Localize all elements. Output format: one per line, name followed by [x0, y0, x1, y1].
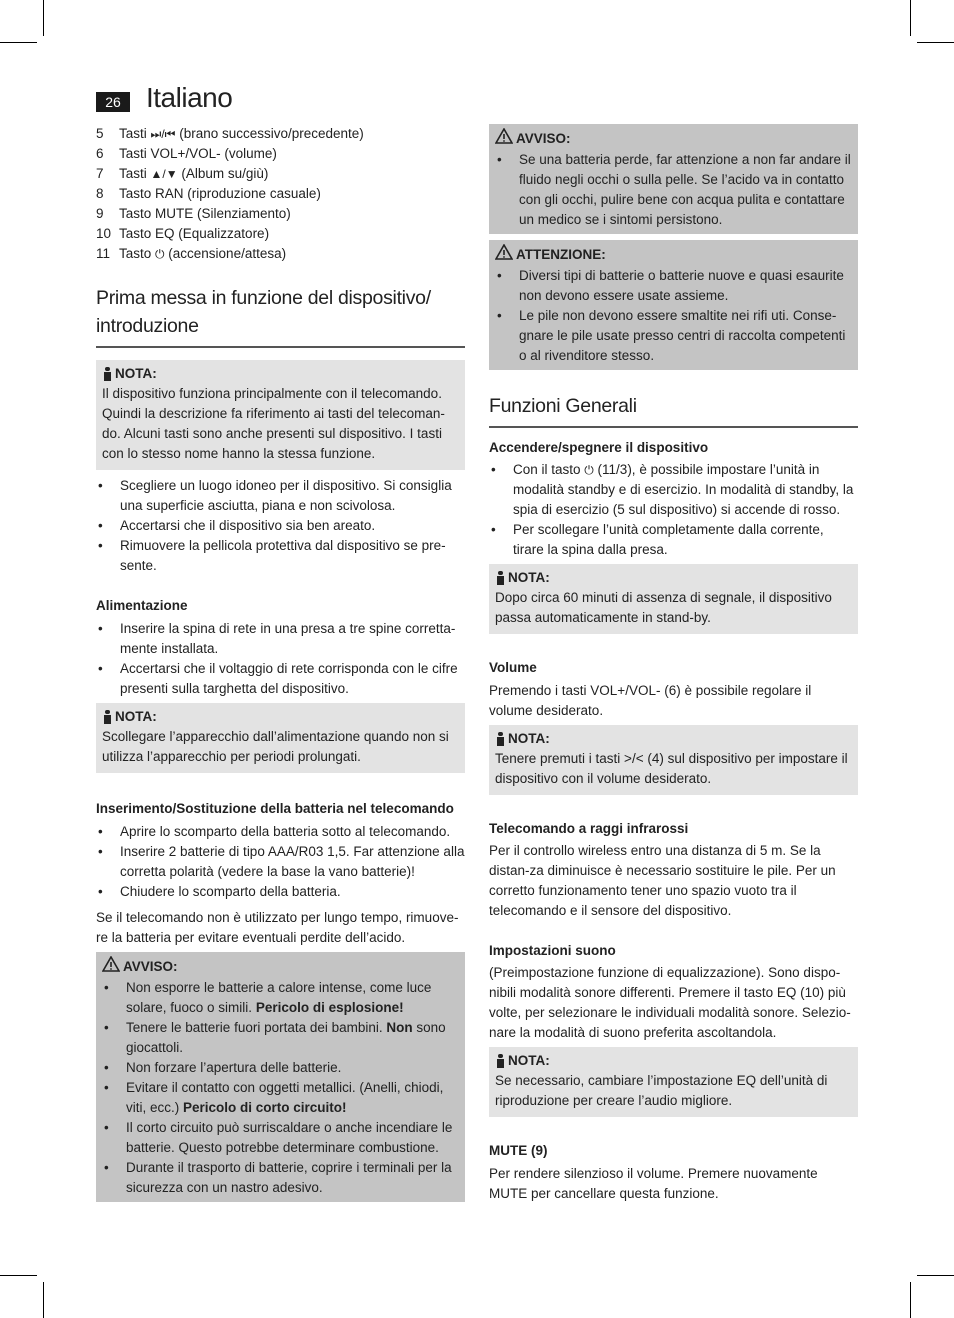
- controls-list: [96, 124, 465, 264]
- list-item: • Durante il trasporto di batterie, coprire i terminali per la sicurezza con un nastro adesivo.: [102, 1158, 459, 1198]
- caution-box: ATTENZIONE: • Diversi tipi di batterie o batterie nuove e quasi esaurite non devono essere usate assieme. • Le pile non devono essere smaltite nei rifi uti. Conse-gnare le pile usate presso centri di raccolta competenti o al rivenditore stesso.: [489, 240, 858, 370]
- warning-icon: [495, 244, 513, 266]
- subheading-onoff: Accendere/spegnere il dispositivo: [489, 440, 709, 455]
- crop-mark: [0, 1275, 37, 1276]
- page-title: Italiano: [146, 82, 233, 113]
- list-item: • Evitare il contatto con oggetti metallici. (Anelli, chiodi, viti, ecc.) Pericolo di corto circuito!: [102, 1078, 459, 1118]
- list-item: 10 Tasto EQ (Equalizzatore): [96, 226, 270, 241]
- note-box: NOTA: Dopo circa 60 minuti di assenza di segnale, il dispositivo passa automaticamente in stand-by.: [489, 564, 858, 634]
- page-number: 26: [96, 92, 130, 112]
- intro-bullets: [96, 476, 465, 576]
- subheading-volume: Volume: [489, 660, 537, 675]
- power-icon: ⏻: [155, 247, 165, 261]
- onoff-bullets: [489, 460, 858, 560]
- subheading-sound: Impostazioni suono: [489, 943, 616, 958]
- right-column: [489, 124, 858, 1204]
- note-box: NOTA: Scollegare l’apparecchio dall’alimentazione quando non si utilizza l’apparecchio per periodi prolungati.: [96, 703, 465, 773]
- list-item: • Scegliere un luogo idoneo per il dispositivo. Si consiglia una superficie asciutta, piana e non scivolosa.: [96, 476, 465, 516]
- list-item: • Non forzare l’apertura delle batterie.: [102, 1058, 459, 1078]
- info-icon: [495, 1054, 505, 1068]
- list-item: • Il corto circuito può surriscaldare o anche incendiare le batterie. Questo potrebbe determinare combustione.: [102, 1118, 459, 1158]
- skip-icon: ⏭/⏮: [150, 127, 176, 141]
- power-icon: ⏻: [584, 463, 594, 477]
- list-item: 11 Tasto ⏻ (accensione/attesa): [96, 246, 287, 261]
- ir-paragraph: Per il controllo wireless entro una distanza di 5 m. Se la distan-za diminuisce è necessario sostituire le pile. Per un corretto funzionamento tener uno spazio vuoto tra il telecomando e il sensore del dispositivo.: [489, 843, 836, 918]
- crop-mark: [917, 1275, 954, 1276]
- subheading-power: Alimentazione: [96, 598, 188, 613]
- subheading-ir: Telecomando a raggi infrarossi: [489, 821, 689, 836]
- list-item: • Non esporre le batterie a calore intense, come luce solare, fuoco o simili. Pericolo di esplosione!: [102, 978, 459, 1018]
- warning-box: AVVISO: • Non esporre le batterie a calore intense, come luce solare, fuoco o simili. Pericolo di esplosione! • Tenere le batterie fuori portata dei bambini. Non sono giocattoli. • Non forzare l’apertura delle batterie. • Evitare il contatto con oggetti metallici. (Anelli, chiodi, viti, ecc.) Pericolo di corto circuito! • Il corto circuito può surriscaldare o anche incendiare le batterie. Questo potrebbe determinare combustione. • Durante il trasporto di batterie, coprire i terminali per la sicurezza con un nastro adesivo.: [96, 952, 465, 1202]
- list-item: • Diversi tipi di batterie o batterie nuove e quasi esaurite non devono essere usate assieme.: [495, 266, 852, 306]
- power-bullets: [96, 619, 465, 699]
- list-item: • Chiudere lo scomparto della batteria.: [96, 882, 465, 902]
- battery-bullets: [96, 822, 465, 902]
- battery-paragraph: Se il telecomando non è utilizzato per lungo tempo, rimuove-re la batteria per evitare eventuali perdite dell’acido.: [96, 910, 459, 945]
- info-icon: [102, 367, 112, 381]
- warning-box: AVVISO: • Se una batteria perde, far attenzione a non far andare il fluido negli occhi o sulla pelle. Se l’acido va in contatto con gli occhi, pulire bene con acqua pulita e contattare un medico se i sintomi persistono.: [489, 124, 858, 234]
- subheading-battery: Inserimento/Sostituzione della batteria nel telecomando: [96, 801, 454, 816]
- note-box: NOTA: Tenere premuti i tasti >/< (4) sul dispositivo per impostare il dispositivo con il volume desiderato.: [489, 725, 858, 795]
- list-item: • Tenere le batterie fuori portata dei bambini. Non sono giocattoli.: [102, 1018, 459, 1058]
- arrow-up-down-icon: ▲/▼: [150, 167, 178, 181]
- list-item: 8 Tasto RAN (riproduzione casuale): [96, 186, 321, 201]
- list-item: • Se una batteria perde, far attenzione a non far andare il fluido negli occhi o sulla pelle. Se l’acido va in contatto con gli occhi, pulire bene con acqua pulita e contattare un medico se i sintomi persistono.: [495, 150, 852, 230]
- left-column: [96, 124, 465, 1202]
- list-item: • Le pile non devono essere smaltite nei rifi uti. Conse-gnare le pile usate presso centri di raccolta competenti o al rivenditore stesso.: [495, 306, 852, 366]
- warning-icon: [102, 956, 120, 978]
- mute-paragraph: Per rendere silenzioso il volume. Premere nuovamente MUTE per cancellare questa funzione.: [489, 1166, 818, 1201]
- section-heading-intro: Prima messa in funzione del dispositivo/ introduzione: [96, 284, 465, 348]
- volume-paragraph: Premendo i tasti VOL+/VOL- (6) è possibile regolare il volume desiderato.: [489, 683, 812, 718]
- list-item: 9 Tasto MUTE (Silenziamento): [96, 206, 291, 221]
- list-item: • Aprire lo scomparto della batteria sotto al telecomando.: [96, 822, 465, 842]
- crop-mark: [910, 0, 911, 36]
- list-item: 6 Tasti VOL+/VOL- (volume): [96, 146, 277, 161]
- crop-mark: [917, 42, 954, 43]
- info-icon: [495, 732, 505, 746]
- info-icon: [102, 710, 112, 724]
- subheading-mute: MUTE (9): [489, 1143, 548, 1158]
- list-item: 7 Tasti ▲/▼ (Album su/giù): [96, 166, 269, 181]
- crop-mark: [43, 0, 44, 36]
- note-box: NOTA: Il dispositivo funziona principalmente con il telecomando. Quindi la descrizione fa riferimento ai tasti del telecoman-do. Alcuni tasti sono anche presenti sul dispositivo. I tasti con lo stesso nome hanno la stessa funzione.: [96, 360, 465, 470]
- sound-paragraph: (Preimpostazione funzione di equalizzazione). Sono dispo-nibili modalità sonore differenti. Premere il tasto EQ (10) più volte, per selezionare le individuali modalità sonore. Selezio-nare la modalità di suono preferita ascoltandola.: [489, 965, 851, 1040]
- note-box: NOTA: Se necessario, cambiare l’impostazione EQ dell’unità di riproduzione per creare l’audio migliore.: [489, 1047, 858, 1117]
- info-icon: [495, 571, 505, 585]
- list-item: 5 Tasti ⏭/⏮ (brano successivo/precedente): [96, 126, 364, 141]
- caution-list: [495, 266, 852, 366]
- list-item: • Accertarsi che il voltaggio di rete corrisponda con le cifre presenti sulla targhetta del dispositivo.: [96, 659, 465, 699]
- list-item: • Con il tasto ⏻ (11/3), è possibile impostare l’unità in modalità standby e di esercizio. In modalità di standby, la spia di esercizio (5 sul dispositivo) si accende di rosso.: [489, 460, 858, 520]
- section-heading-general: Funzioni Generali: [489, 392, 858, 428]
- warning-icon: [495, 128, 513, 150]
- list-item: • Rimuovere la pellicola protettiva dal dispositivo se pre-sente.: [96, 536, 465, 576]
- list-item: • Accertarsi che il dispositivo sia ben areato.: [96, 516, 465, 536]
- warning-list: [495, 150, 852, 230]
- crop-mark: [43, 1282, 44, 1318]
- crop-mark: [0, 42, 37, 43]
- list-item: • Per scollegare l’unità completamente dalla corrente, tirare la spina dalla presa.: [489, 520, 858, 560]
- list-item: • Inserire la spina di rete in una presa a tre spine corretta-mente installata.: [96, 619, 465, 659]
- warning-list: [102, 978, 459, 1198]
- list-item: • Inserire 2 batterie di tipo AAA/R03 1,5. Far attenzione alla corretta polarità (vedere la base la vano batterie)!: [96, 842, 465, 882]
- crop-mark: [910, 1282, 911, 1318]
